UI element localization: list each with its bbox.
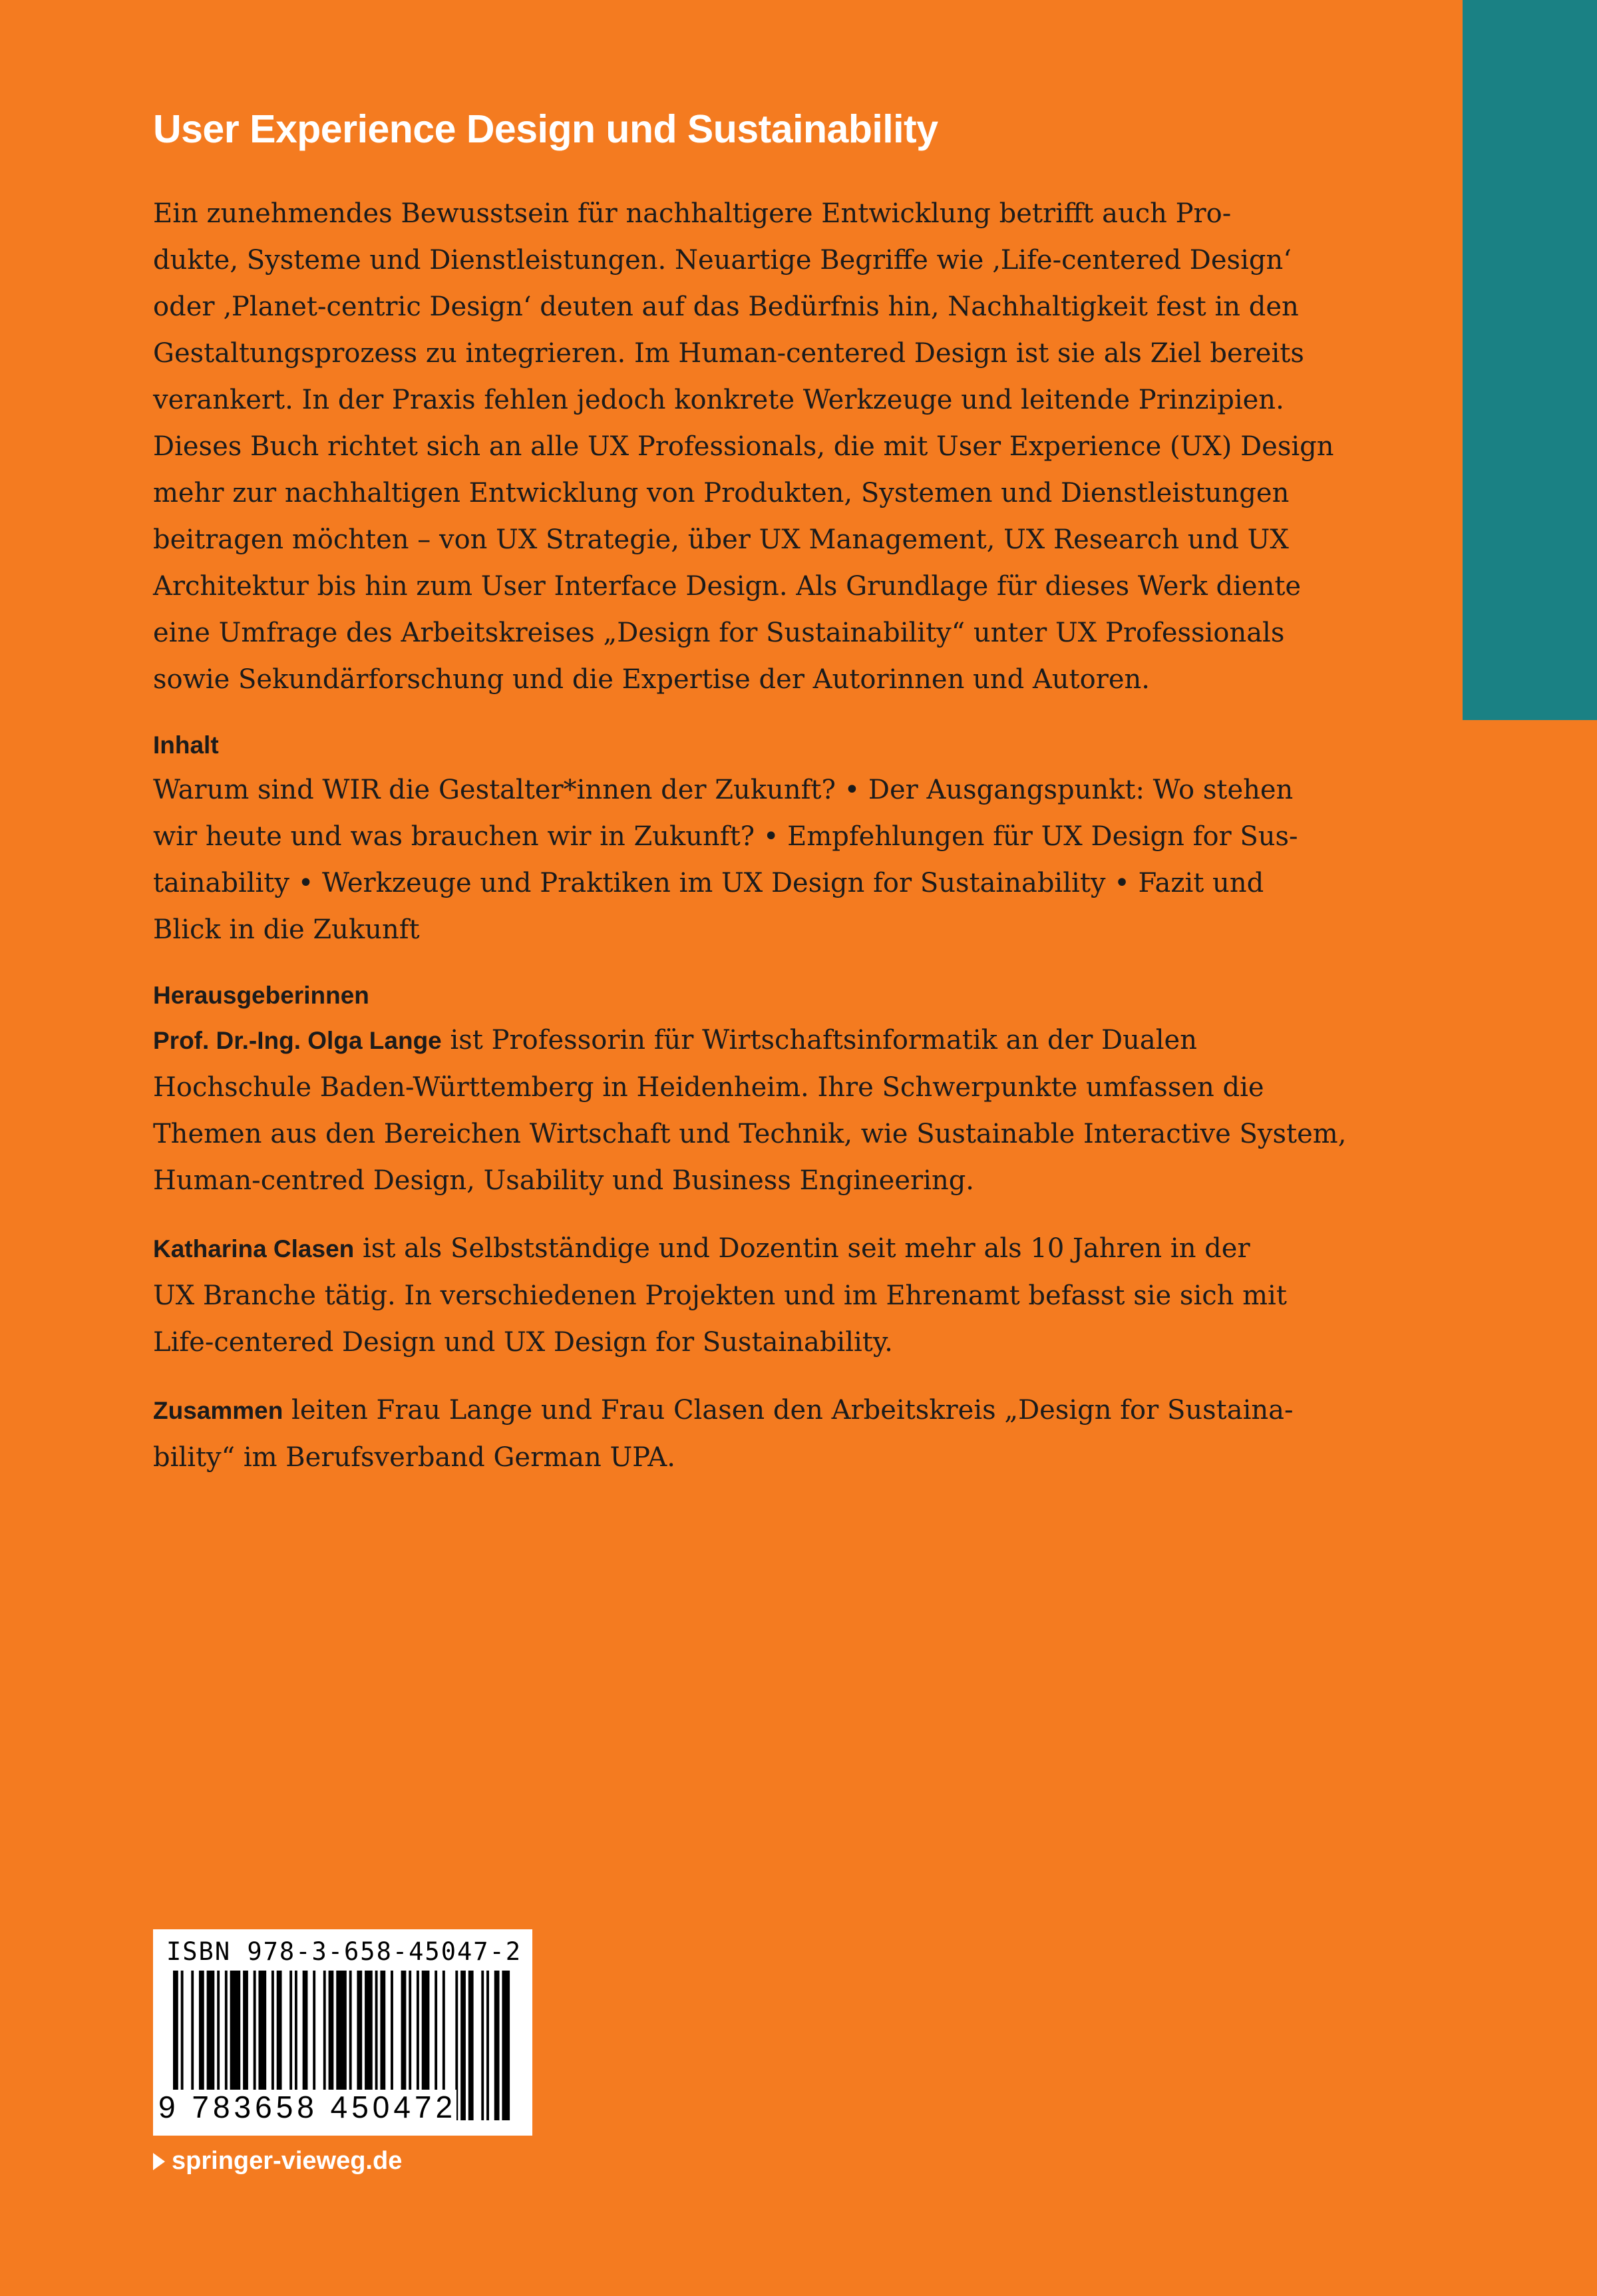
intro-line-5: verankert. In der Praxis fehlen jedoch konkrete Werkzeuge und leitende Prinzipien. <box>153 385 1284 415</box>
clasen-name: Katharina Clasen <box>153 1235 355 1262</box>
inhalt-line-3: tainability • Werkzeuge und Praktiken im UX Design for Sustainability • Fazit und <box>153 868 1264 898</box>
intro-line-9: Architektur bis hin zum User Interface Design. Als Grundlage für dieses Werk diente <box>153 571 1302 602</box>
clasen-line-1-text: ist als Selbstständige und Dozentin seit mehr als 10 Jahren in der <box>354 1233 1250 1264</box>
isbn-barcode-box <box>153 1929 532 2136</box>
clasen-line-1 <box>153 1225 1367 1272</box>
publisher-link[interactable] <box>153 2147 402 2176</box>
together-lead: Zusammen <box>153 1397 283 1424</box>
barcode-number-text: 9 783658 450472 <box>158 2090 457 2124</box>
inhalt-line-2: wir heute und was brauchen wir in Zukunft? • Empfehlungen für UX Design for Sus- <box>153 821 1298 852</box>
clasen-bio <box>153 1225 1367 1366</box>
accent-bar <box>1463 0 1597 720</box>
back-cover-text <box>153 106 1367 1502</box>
together-paragraph <box>153 1387 1367 1481</box>
lange-line-4: Human-centred Design, Usability und Business Engineering. <box>153 1165 975 1196</box>
intro-line-2: dukte, Systeme und Dienstleistungen. Neuartige Begriffe wie ‚Life-centered Design‘ <box>153 245 1292 276</box>
clasen-line-3: Life-centered Design und UX Design for Sustainability. <box>153 1327 893 1358</box>
together-line-2: bility“ im Berufsverband German UPA. <box>153 1442 676 1473</box>
intro-line-11: sowie Sekundärforschung und die Expertise der Autorinnen und Autoren. <box>153 664 1150 695</box>
intro-paragraph <box>153 190 1367 703</box>
lange-line-3: Themen aus den Bereichen Wirtschaft und Technik, wie Sustainable Interactive System, <box>153 1119 1347 1149</box>
book-title: User Experience Design und Sustainability <box>153 107 938 151</box>
play-arrow-icon <box>153 2153 165 2170</box>
inhalt-heading: Inhalt <box>153 731 219 759</box>
intro-line-1: Ein zunehmendes Bewusstsein für nachhaltigere Entwicklung betrifft auch Pro- <box>153 198 1232 229</box>
inhalt-line-4: Blick in die Zukunft <box>153 914 420 945</box>
lange-line-1 <box>153 1017 1367 1064</box>
intro-line-4: Gestaltungsprozess zu integrieren. Im Human-centered Design ist sie als Ziel bereits <box>153 338 1304 369</box>
inhalt-section <box>153 724 1367 953</box>
intro-line-10: eine Umfrage des Arbeitskreises „Design for Sustainability“ unter UX Professionals <box>153 618 1285 648</box>
publisher-url: springer-vieweg.de <box>172 2147 403 2175</box>
intro-line-7: mehr zur nachhaltigen Entwicklung von Produkten, Systemen und Dienstleistungen <box>153 478 1290 508</box>
lange-line-2: Hochschule Baden-Württemberg in Heidenheim. Ihre Schwerpunkte umfassen die <box>153 1072 1264 1103</box>
clasen-line-2: UX Branche tätig. In verschiedenen Projekten und im Ehrenamt befasst sie sich mit <box>153 1280 1287 1311</box>
intro-line-3: oder ‚Planet-centric Design‘ deuten auf das Bedürfnis hin, Nachhaltigkeit fest in den <box>153 291 1299 322</box>
lange-name: Prof. Dr.-Ing. Olga Lange <box>153 1027 442 1054</box>
lange-bio <box>153 974 1367 1204</box>
lange-line-1-text: ist Professorin für Wirtschaftsinformatik an der Dualen <box>441 1025 1197 1055</box>
intro-line-8: beitragen möchten – von UX Strategie, über UX Management, UX Research und UX <box>153 524 1289 555</box>
intro-line-6: Dieses Buch richtet sich an alle UX Professionals, die mit User Experience (UX) Design <box>153 431 1334 462</box>
together-line-1 <box>153 1387 1367 1434</box>
barcode-number <box>158 2089 528 2125</box>
together-line-1-text: leiten Frau Lange und Frau Clasen den Arbeitskreis „Design for Sustaina- <box>283 1395 1294 1426</box>
herausgeberinnen-heading: Herausgeberinnen <box>153 982 369 1009</box>
isbn-label: ISBN 978-3-658-45047-2 <box>166 1937 522 1966</box>
inhalt-line-1: Warum sind WIR die Gestalter*innen der Zukunft? • Der Ausgangspunkt: Wo stehen <box>153 775 1294 805</box>
